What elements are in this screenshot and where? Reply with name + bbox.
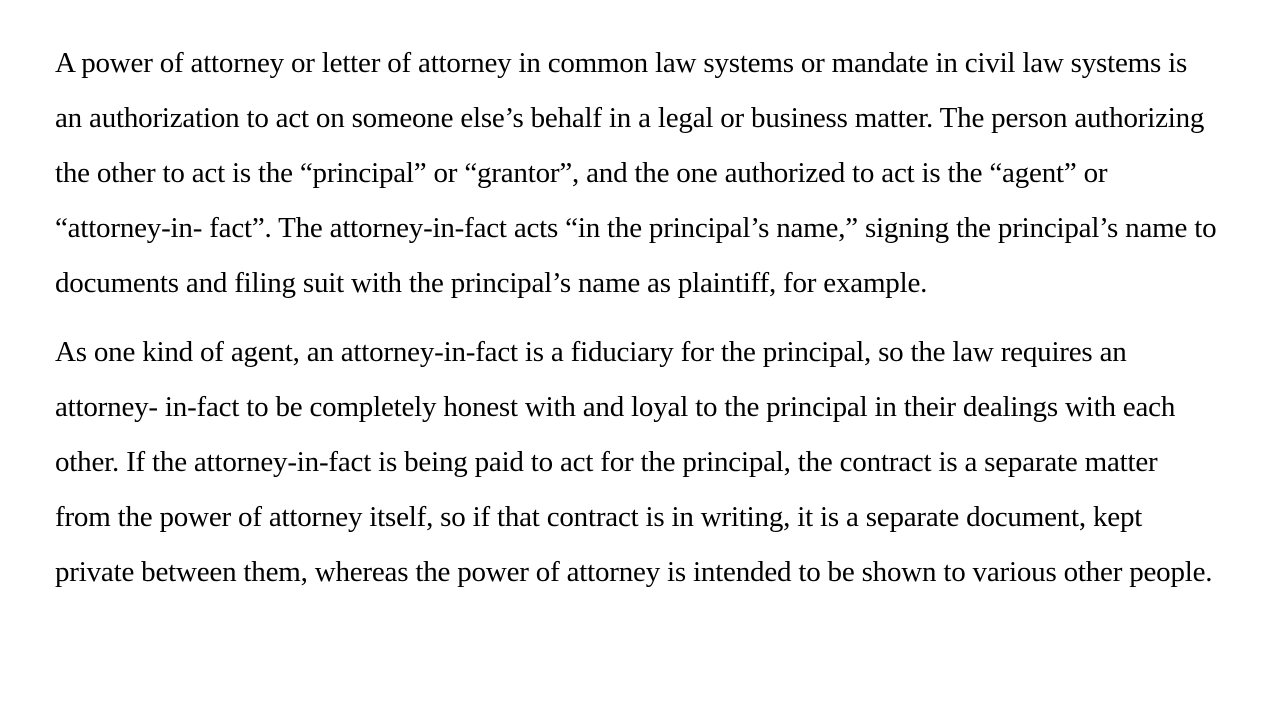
paragraph-fiduciary-duty: As one kind of agent, an attorney-in-fact is a fiduciary for the principal, so the law requires an attorney- in-fact to be completely honest with and loyal to the principal in their dealings with each other. If the attorney-in-fact is being paid to act for the principal, the contract is a separate matter from the power of attorney itself, so if that contract is in writing, it is a separate document, kept private between them, whereas the power of attorney is intended to be shown to various other people. <box>55 336 1213 588</box>
paragraph-definition: A power of attorney or letter of attorney in common law systems or mandate in civil law systems is an authorization to act on someone else’s behalf in a legal or business matter. The person authorizing the other to act is the “principal” or “grantor”, and the one authorized to act is the “agent” or “attorney-in- fact”. The attorney-in-fact acts “in the principal’s name,” signing the principal’s name to documents and filing suit with the principal’s name as plaintiff, for example. <box>55 47 1217 299</box>
